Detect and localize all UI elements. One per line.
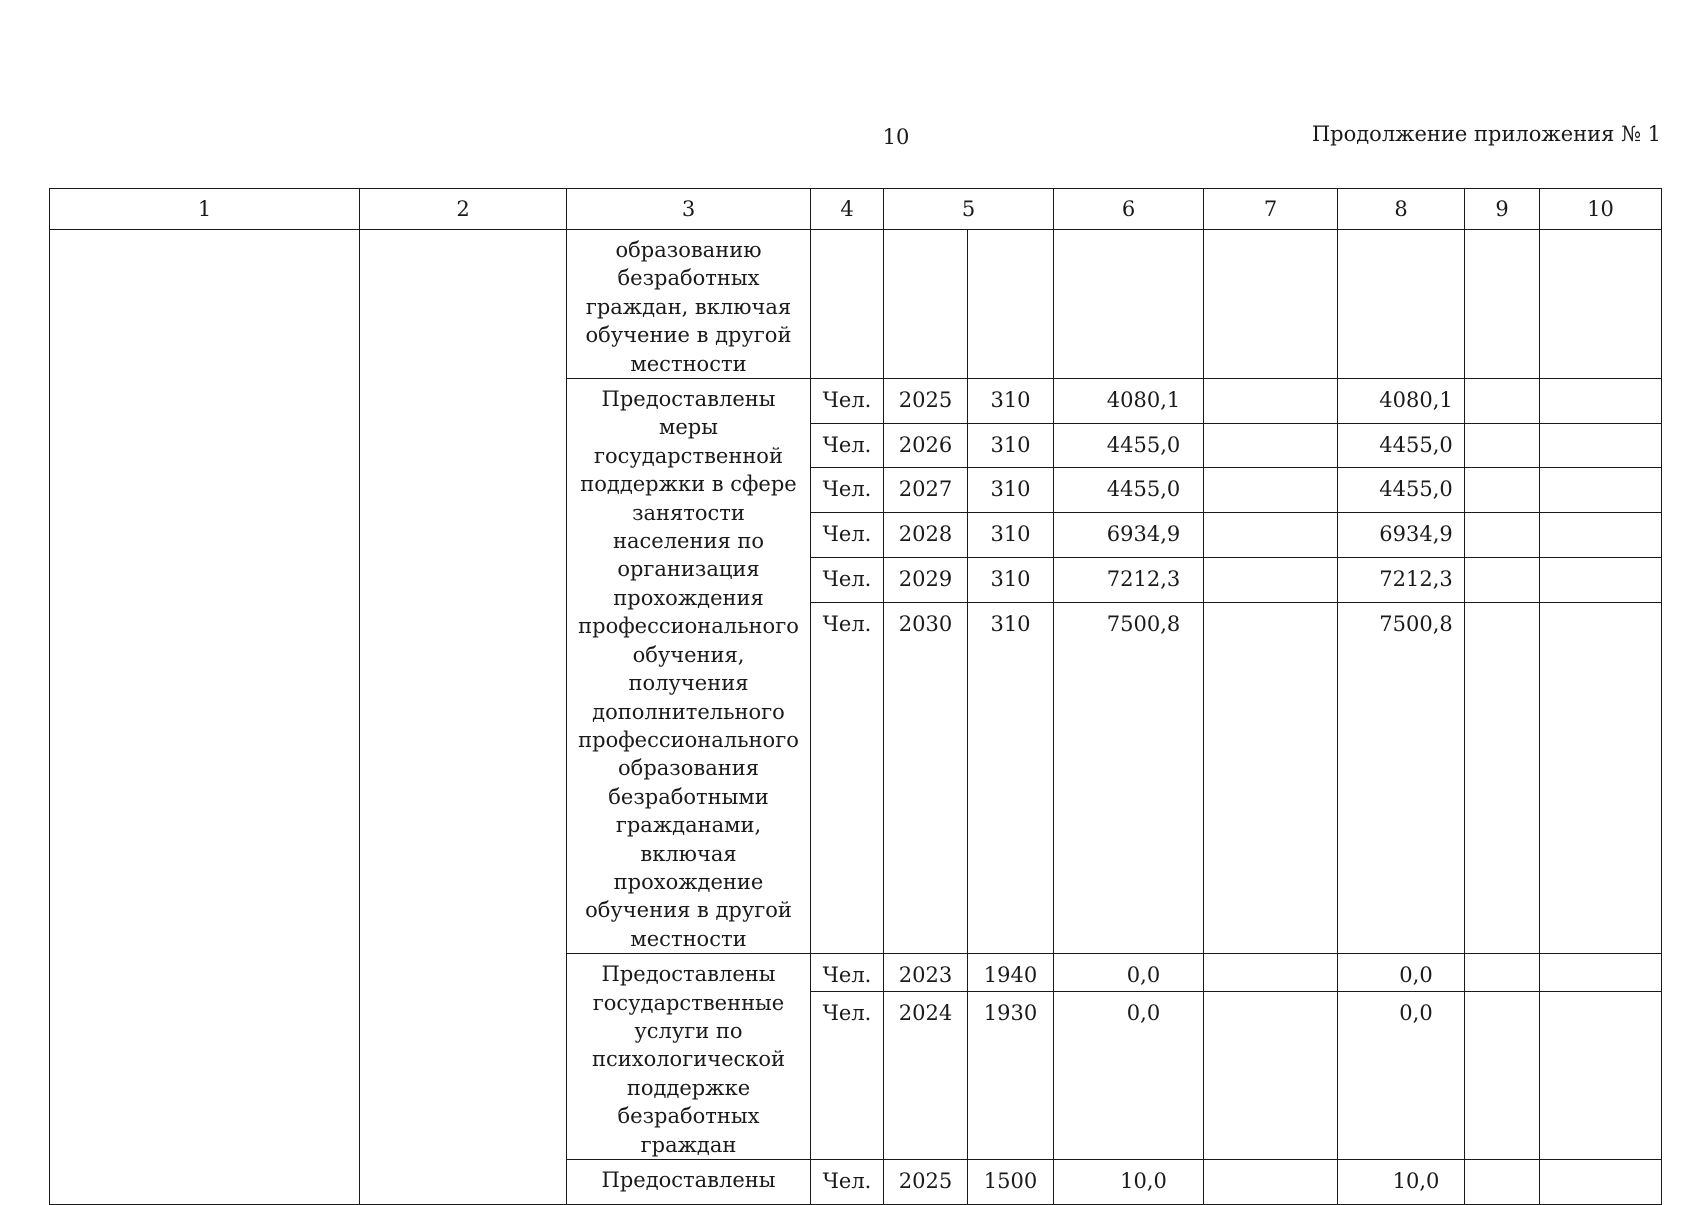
column-header: 4 <box>811 189 884 230</box>
column-7-value <box>1204 1160 1338 1205</box>
column-10-value <box>1540 513 1662 558</box>
count-cell: 1500 <box>968 1160 1054 1205</box>
table-row-continued <box>50 230 1662 379</box>
column-8-value: 4080,1 <box>1338 379 1465 424</box>
column-header: 5 <box>884 189 1054 230</box>
column-header: 1 <box>50 189 360 230</box>
column-8-value: 7500,8 <box>1338 602 1465 954</box>
column-7-value <box>1204 423 1338 468</box>
count-cell: 310 <box>968 423 1054 468</box>
column-7-value <box>1204 468 1338 513</box>
column-9-value <box>1465 1160 1540 1205</box>
year-cell: 2026 <box>884 423 968 468</box>
column-9-value <box>1465 557 1540 602</box>
column-6-value: 4080,1 <box>1054 379 1204 424</box>
column-6-value: 4455,0 <box>1054 468 1204 513</box>
column-header: 7 <box>1204 189 1338 230</box>
column-6-value: 10,0 <box>1054 1160 1204 1205</box>
unit-cell: Чел. <box>811 557 884 602</box>
column-10-value <box>1540 468 1662 513</box>
empty-cell <box>1338 230 1465 379</box>
column-9-value <box>1465 423 1540 468</box>
column-header: 10 <box>1540 189 1662 230</box>
column-10-value <box>1540 379 1662 424</box>
empty-cell <box>884 230 968 379</box>
column-header-row <box>50 189 1662 230</box>
unit-cell: Чел. <box>811 602 884 954</box>
column-header: 9 <box>1465 189 1540 230</box>
column-9-value <box>1465 468 1540 513</box>
column-7-value <box>1204 513 1338 558</box>
year-cell: 2027 <box>884 468 968 513</box>
column-2-cell <box>360 230 567 1205</box>
count-cell: 310 <box>968 557 1054 602</box>
unit-cell: Чел. <box>811 468 884 513</box>
column-header: 8 <box>1338 189 1465 230</box>
column-7-value <box>1204 557 1338 602</box>
column-6-value: 7500,8 <box>1054 602 1204 954</box>
column-header: 3 <box>567 189 811 230</box>
column-9-value <box>1465 954 1540 992</box>
column-6-value: 0,0 <box>1054 954 1204 992</box>
column-10-value <box>1540 992 1662 1160</box>
empty-cell <box>811 230 884 379</box>
appendix-table <box>49 188 1662 1205</box>
column-10-value <box>1540 557 1662 602</box>
unit-cell: Чел. <box>811 1160 884 1205</box>
unit-cell: Чел. <box>811 513 884 558</box>
year-cell: 2029 <box>884 557 968 602</box>
empty-cell <box>1054 230 1204 379</box>
column-header: 6 <box>1054 189 1204 230</box>
column-1-cell <box>50 230 360 1205</box>
column-7-value <box>1204 602 1338 954</box>
column-6-value: 6934,9 <box>1054 513 1204 558</box>
column-8-value: 4455,0 <box>1338 423 1465 468</box>
column-9-value <box>1465 513 1540 558</box>
count-cell: 310 <box>968 513 1054 558</box>
column-10-value <box>1540 602 1662 954</box>
empty-cell <box>1465 230 1540 379</box>
column-10-value <box>1540 1160 1662 1205</box>
column-6-value: 7212,3 <box>1054 557 1204 602</box>
column-8-value: 4455,0 <box>1338 468 1465 513</box>
column-8-value: 0,0 <box>1338 992 1465 1160</box>
year-cell: 2024 <box>884 992 968 1160</box>
appendix-continuation-note: Продолжение приложения № 1 <box>1311 122 1661 146</box>
column-7-value <box>1204 379 1338 424</box>
column-9-value <box>1465 602 1540 954</box>
column-6-value: 4455,0 <box>1054 423 1204 468</box>
continued-description: образованию безработных граждан, включая обучение в другой местности <box>567 230 811 379</box>
column-header: 2 <box>360 189 567 230</box>
column-8-value: 7212,3 <box>1338 557 1465 602</box>
year-cell: 2028 <box>884 513 968 558</box>
column-7-value <box>1204 992 1338 1160</box>
empty-cell <box>1204 230 1338 379</box>
count-cell: 310 <box>968 468 1054 513</box>
column-6-value: 0,0 <box>1054 992 1204 1160</box>
count-cell: 1930 <box>968 992 1054 1160</box>
page-number: 10 <box>882 125 910 149</box>
column-8-value: 10,0 <box>1338 1160 1465 1205</box>
empty-cell <box>1540 230 1662 379</box>
year-cell: 2025 <box>884 379 968 424</box>
year-cell: 2023 <box>884 954 968 992</box>
column-8-value: 0,0 <box>1338 954 1465 992</box>
unit-cell: Чел. <box>811 992 884 1160</box>
year-cell: 2025 <box>884 1160 968 1205</box>
unit-cell: Чел. <box>811 379 884 424</box>
count-cell: 310 <box>968 602 1054 954</box>
measure-description: Предоставлены <box>567 1160 811 1205</box>
column-9-value <box>1465 379 1540 424</box>
unit-cell: Чел. <box>811 954 884 992</box>
column-8-value: 6934,9 <box>1338 513 1465 558</box>
year-cell: 2030 <box>884 602 968 954</box>
column-9-value <box>1465 992 1540 1160</box>
empty-cell <box>968 230 1054 379</box>
column-10-value <box>1540 954 1662 992</box>
count-cell: 310 <box>968 379 1054 424</box>
unit-cell: Чел. <box>811 423 884 468</box>
measure-description: Предоставлены меры государственной поддержки в сфере занятости населения по организация прохождения профессионального обучения, получения дополнительного профессионального образования безработными гражданами, включая прохождение обучения в другой местности <box>567 379 811 954</box>
column-10-value <box>1540 423 1662 468</box>
column-7-value <box>1204 954 1338 992</box>
count-cell: 1940 <box>968 954 1054 992</box>
measure-description: Предоставлены государственные услуги по психологической поддержке безработных граждан <box>567 954 811 1160</box>
